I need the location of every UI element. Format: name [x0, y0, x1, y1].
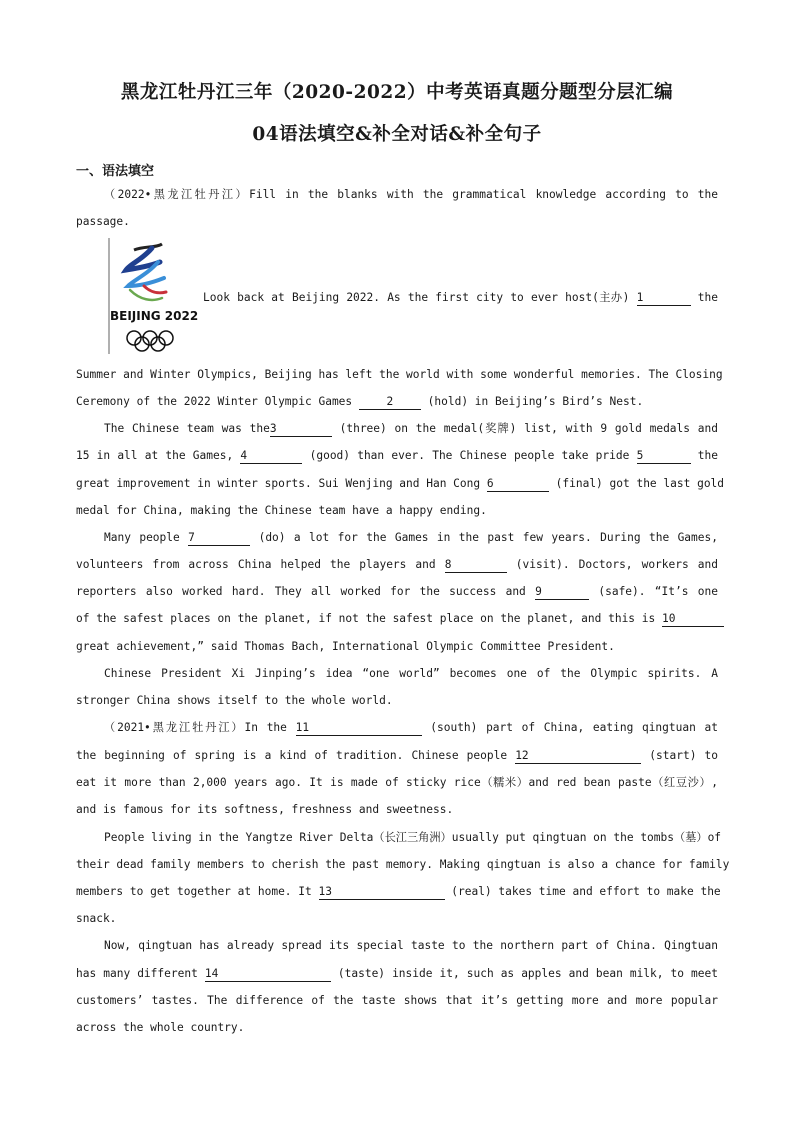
- paragraph-line: the beginning of spring is a kind of tradition. Chinese people 12 (start) to: [76, 749, 718, 762]
- answer-blank-1[interactable]: 1: [637, 290, 691, 306]
- paragraph-line: Look back at Beijing 2022. As the first city to ever host(主办) 1 the: [203, 291, 718, 304]
- paragraph-line: customers’ tastes. The difference of the taste shows that it’s getting more and more popular: [76, 994, 718, 1007]
- paragraph-line: great improvement in winter sports. Sui Wenjing and Han Cong 6 (final) got the last gold: [76, 477, 725, 490]
- paragraph-line: eat it more than 2,000 years ago. It is made of sticky rice（糯米）and red bean paste（红豆沙）,: [76, 776, 718, 789]
- answer-blank-4[interactable]: 4: [240, 448, 302, 464]
- paragraph-line: their dead family members to cherish the past memory. Making qingtuan is also a chance for family: [76, 858, 730, 871]
- paragraph-line: of the safest places on the planet, if not the safest place on the planet, and this is 10: [76, 610, 718, 628]
- paragraph-line: snack.: [76, 912, 117, 925]
- paragraph-line: across the whole country.: [76, 1021, 245, 1034]
- paragraph-line: passage.: [76, 215, 130, 228]
- answer-blank-5[interactable]: 5: [637, 448, 691, 464]
- paragraph-line: stronger China shows itself to the whole world.: [76, 694, 393, 707]
- document-title: 黑龙江牡丹江三年（2020-2022）中考英语真题分题型分层汇编: [120, 82, 674, 103]
- paragraph-line: reporters also worked hard. They all worked for the success and 9 (safe). “It’s one: [76, 585, 718, 598]
- answer-blank-13[interactable]: 13: [319, 884, 445, 900]
- answer-blank-6[interactable]: 6: [487, 476, 549, 492]
- paragraph-line: Now, qingtuan has already spread its special taste to the northern part of China. Qingtuan: [104, 939, 718, 952]
- answer-blank-8[interactable]: 8: [445, 557, 507, 573]
- paragraph-line: great achievement,” said Thomas Bach, International Olympic Committee President.: [76, 640, 615, 653]
- paragraph-line: （2022•黑龙江牡丹江）Fill in the blanks with the grammatical knowledge according to the: [104, 188, 718, 201]
- paragraph-line: 15 in all at the Games, 4 (good) than ever. The Chinese people take pride 5 the: [76, 449, 718, 462]
- paragraph-line: People living in the Yangtze River Delta（长江三角洲）usually put qingtuan on the tombs（墓）of: [104, 831, 722, 844]
- answer-blank-7[interactable]: 7: [188, 530, 250, 546]
- paragraph-line: members to get together at home. It 13 (real) takes time and effort to make the: [76, 885, 721, 898]
- answer-blank-10[interactable]: 10: [662, 611, 724, 627]
- answer-blank-9[interactable]: 9: [535, 584, 589, 600]
- answer-blank-3[interactable]: 3: [270, 421, 332, 437]
- answer-blank-11[interactable]: 11: [296, 720, 422, 736]
- paragraph-line: and is famous for its softness, freshness and sweetness.: [76, 803, 454, 816]
- paragraph-line: medal for China, making the Chinese team have a happy ending.: [76, 504, 487, 517]
- answer-blank-14[interactable]: 14: [205, 966, 331, 982]
- paragraph-line: The Chinese team was the3 (three) on the medal(奖牌) list, with 9 gold medals and: [104, 422, 718, 435]
- document-subtitle: 04语法填空&补全对话&补全句子: [252, 124, 542, 145]
- paragraph-line: Chinese President Xi Jinping’s idea “one world” becomes one of the Olympic spirits. A: [104, 667, 718, 680]
- section-heading: 一、语法填空: [76, 164, 155, 179]
- paragraph-line: Ceremony of the 2022 Winter Olympic Games 2 (hold) in Beijing’s Bird’s Nest.: [76, 395, 644, 408]
- answer-blank-12[interactable]: 12: [515, 748, 641, 764]
- beijing-2022-logo: [104, 238, 198, 356]
- paragraph-line: Many people 7 (do) a lot for the Games in the past few years. During the Games,: [104, 531, 718, 544]
- paragraph-line: has many different 14 (taste) inside it, such as apples and bean milk, to meet: [76, 967, 718, 980]
- logo-wordmark: BEIJING 2022: [110, 309, 198, 323]
- paragraph-line: Summer and Winter Olympics, Beijing has left the world with some wonderful memories. The Closing: [76, 368, 723, 381]
- answer-blank-2[interactable]: 2: [359, 394, 421, 410]
- paragraph-line: （2021•黑龙江牡丹江）In the 11 (south) part of China, eating qingtuan at: [104, 721, 718, 734]
- paragraph-line: volunteers from across China helped the players and 8 (visit). Doctors, workers and: [76, 558, 718, 571]
